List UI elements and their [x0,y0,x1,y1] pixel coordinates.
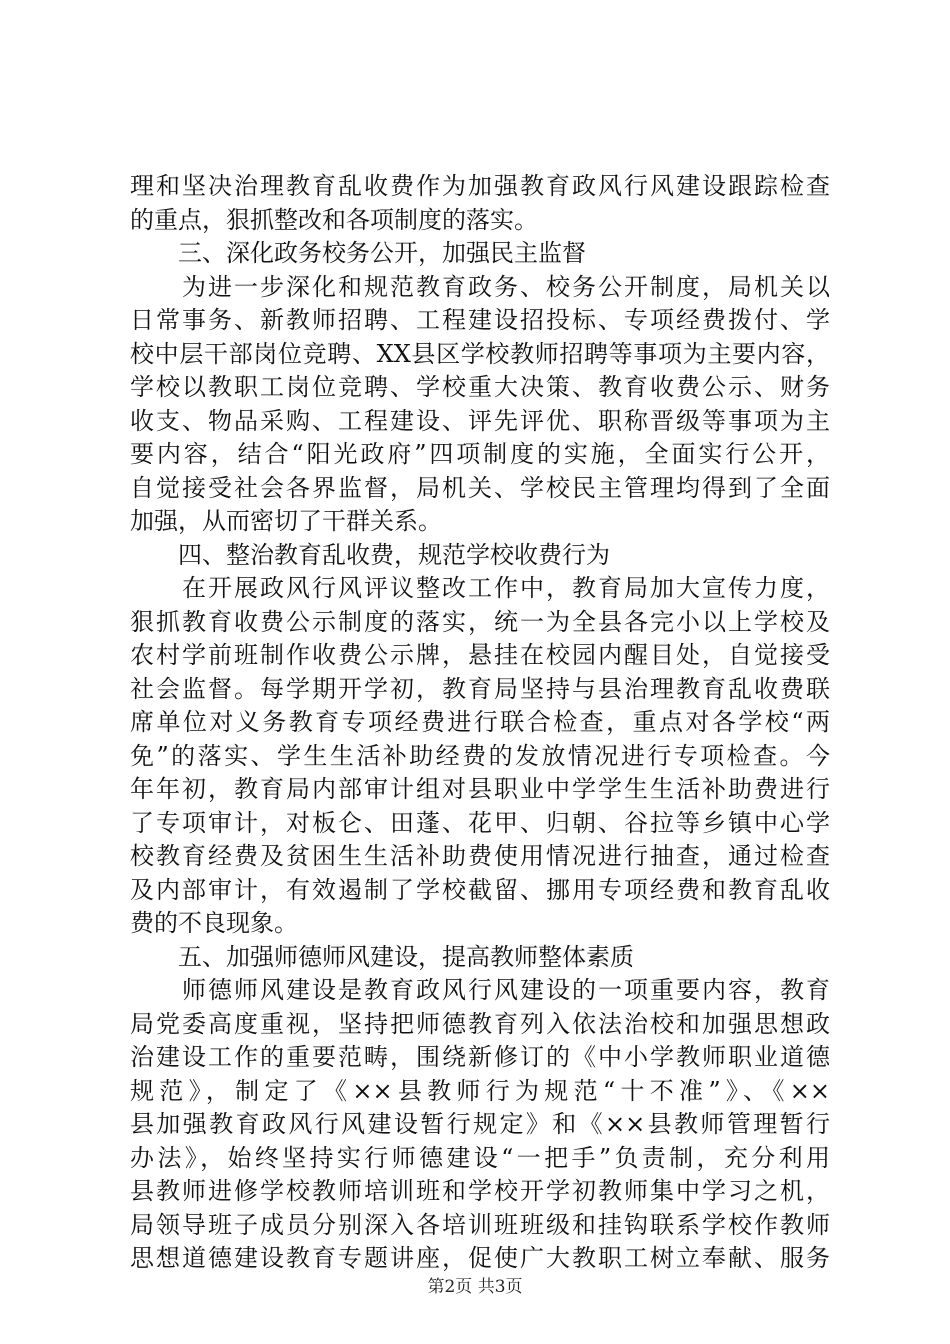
text-line: 在开展政风行风评议整改工作中，教育局加大宣传力度， [130,574,830,602]
text-line: 校中层干部岗位竞聘、XX县区学校教师招聘等事项为主要内容， [130,339,830,368]
text-line: 席单位对义务教育专项经费进行联合检查，重点对各学校“两 [130,708,830,736]
text-line: 的重点，狠抓整改和各项制度的落实。 [130,205,538,234]
page-footer: 第2页 共3页 [427,1277,523,1297]
body-text [130,170,830,1276]
text-line: 县加强教育政风行风建设暂行规定》和《××县教师管理暂行 [130,1110,830,1138]
text-line: 农村学前班制作收费公示牌，悬挂在校园内醒目处，自觉接受 [130,641,830,669]
text-line: 理和坚决治理教育乱收费作为加强教育政风行风建设跟踪检查 [130,172,830,200]
text-line: 局领导班子成员分别深入各培训班班级和挂钩联系学校作教师 [130,1210,830,1239]
text-line: 加强，从而密切了干群关系。 [130,507,442,535]
text-line: 校教育经费及贫困生生活补助费使用情况进行抽查，通过检查 [130,842,830,870]
text-line: 师德师风建设是教育政风行风建设的一项重要内容，教育 [130,976,830,1004]
text-line: 为进一步深化和规范教育政务、校务公开制度，局机关以 [130,272,830,301]
text-line: 要内容，结合“阳光政府”四项制度的实施，全面实行公开， [130,440,830,468]
text-line: 费的不良现象。 [130,909,298,937]
text-line: 社会监督。每学期开学初，教育局坚持与县治理教育乱收费联 [130,674,830,703]
text-line: 四、整治教育乱收费，规范学校收费行为 [130,540,610,569]
text-line: 治建设工作的重要范畴，围绕新修订的《中小学教师职业道德 [130,1043,830,1071]
text-line: 及内部审计，有效遏制了学校截留、挪用专项经费和教育乱收 [130,875,830,904]
text-line: 狠抓教育收费公示制度的落实，统一为全县各完小以上学校及 [130,607,830,636]
text-line: 思想道德建设教育专题讲座，促使广大教职工树立奉献、服务 [130,1244,830,1272]
text-line: 了专项审计，对板仑、田蓬、花甲、归朝、谷拉等乡镇中心学 [130,808,830,837]
text-line: 规范》，制定了《××县教师行为规范“十不准”》、《×× [130,1076,830,1105]
text-line: 办法》，始终坚持实行师德建设“一把手”负责制，充分利用 [130,1143,830,1172]
text-line: 免”的落实、学生生活补助经费的发放情况进行专项检查。今 [130,741,830,770]
text-line: 三、深化政务校务公开，加强民主监督 [130,239,586,267]
text-line: 县教师进修学校教师培训班和学校开学初教师集中学习之机， [130,1177,830,1205]
text-line: 收支、物品采购、工程建设、评先评优、职称晋级等事项为主 [130,406,830,435]
text-line: 局党委高度重视，坚持把师德教育列入依法治校和加强思想政 [130,1009,830,1038]
text-line: 五、加强师德师风建设，提高教师整体素质 [130,942,634,971]
text-line: 自觉接受社会各界监督，局机关、学校民主管理均得到了全面 [130,473,830,502]
text-line: 学校以教职工岗位竞聘、学校重大决策、教育收费公示、财务 [130,373,830,401]
text-line: 日常事务、新教师招聘、工程建设招投标、专项经费拨付、学 [130,306,830,334]
text-line: 年年初，教育局内部审计组对县职业中学学生生活补助费进行 [130,775,830,803]
